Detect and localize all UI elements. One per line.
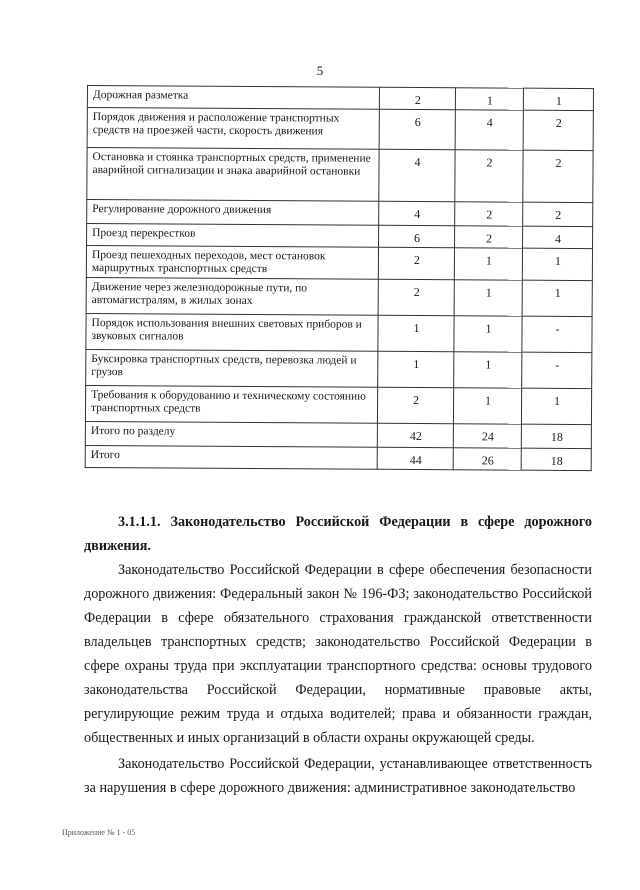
value-col-3: 1 <box>522 248 592 280</box>
hours-table <box>85 85 593 471</box>
row-label: Порядок движения и расположение транспортных средств на проезжей части, скорость движения <box>87 108 379 150</box>
value-col-2: 24 <box>453 424 521 448</box>
value-col-3: - <box>522 352 592 388</box>
row-label: Порядок использования внешних световых приборов и звуковых сигналов <box>86 313 378 351</box>
value-col-2: 4 <box>455 110 523 150</box>
value-col-3: - <box>522 316 592 352</box>
value-col-2: 2 <box>455 226 523 248</box>
value-col-1: 2 <box>378 279 454 315</box>
table-row <box>85 421 591 448</box>
table-row <box>85 385 591 424</box>
value-col-3: 2 <box>523 150 593 202</box>
paragraph-2: Законодательство Российской Федерации, устанавливающее ответственность за нарушения в сфере дорожного движения: административное законодательство <box>84 756 592 796</box>
value-col-3: 2 <box>523 202 593 226</box>
footer-note: Приложение № 1 - 05 <box>62 828 136 837</box>
value-col-2: 2 <box>455 150 523 202</box>
table-row <box>87 148 593 203</box>
row-label: Дорожная разметка <box>87 86 379 110</box>
row-label: Остановка и стоянка транспортных средств, применение аварийной сигнализации и знака аварийной остановки <box>87 148 379 202</box>
row-label: Итого по разделу <box>85 421 377 447</box>
value-col-1: 2 <box>377 387 453 423</box>
table-row <box>87 108 593 151</box>
table-row <box>85 445 591 470</box>
page-number: 5 <box>316 63 324 78</box>
value-col-2: 2 <box>455 202 523 226</box>
value-col-1: 6 <box>379 225 455 247</box>
value-col-1: 4 <box>379 201 455 225</box>
value-col-3: 18 <box>521 448 591 470</box>
value-col-2: 26 <box>453 448 521 470</box>
section-heading: 3.1.1.1. Законодательство Российской Федерации в сфере дорожного движения. <box>84 514 592 554</box>
table-row <box>87 200 593 227</box>
table-row <box>86 277 592 316</box>
value-col-2: 1 <box>454 248 522 280</box>
value-col-1: 44 <box>377 447 453 469</box>
value-col-3: 1 <box>523 88 593 110</box>
value-col-2: 1 <box>454 280 522 316</box>
value-col-2: 1 <box>455 88 523 110</box>
row-label: Требования к оборудованию и техническому состоянию транспортных средств <box>85 385 377 423</box>
table-row <box>87 224 593 249</box>
value-col-1: 1 <box>378 315 454 351</box>
row-label: Проезд пешеходных переходов, мест остановок маршрутных транспортных средств <box>86 246 378 280</box>
value-col-3: 1 <box>521 388 591 424</box>
value-col-3: 2 <box>523 110 593 150</box>
value-col-2: 1 <box>454 352 522 388</box>
table-row <box>86 313 592 352</box>
value-col-1: 4 <box>379 149 455 201</box>
paragraph-1: Законодательство Российской Федерации в сфере обеспечения безопасности дорожного движения: Федеральный закон № 196-ФЗ; законодательство Российской Федерации в сфере обязательного страхования гражданской ответственности владельцев транспортных средств; законодательство Российской Федерации в сфере охраны труда при эксплуатации транспортного средства: основы трудового законодательства Российской Федерации, нормативные правовые акты, регулирующие режим труда и отдыха водителей; права и обязанности граждан, общественных и иных организаций в области охраны окружающей среды. <box>84 562 592 746</box>
value-col-3: 18 <box>521 424 591 448</box>
table-row <box>87 86 593 111</box>
row-label: Проезд перекрестков <box>87 224 379 248</box>
value-col-1: 6 <box>379 109 455 149</box>
row-label: Буксировка транспортных средств, перевозка людей и грузов <box>86 349 378 387</box>
value-col-2: 1 <box>454 316 522 352</box>
value-col-1: 42 <box>377 423 453 447</box>
row-label: Движение через железнодорожные пути, по автомагистралям, в жилых зонах <box>86 277 378 315</box>
row-label: Регулирование дорожного движения <box>87 200 379 226</box>
value-col-3: 1 <box>522 280 592 316</box>
table-row <box>86 246 592 281</box>
table-row <box>86 349 592 388</box>
value-col-1: 2 <box>379 87 455 109</box>
value-col-1: 1 <box>378 351 454 387</box>
row-label: Итого <box>85 445 377 469</box>
value-col-3: 4 <box>523 226 593 248</box>
value-col-2: 1 <box>453 388 521 424</box>
value-col-1: 2 <box>378 247 454 279</box>
